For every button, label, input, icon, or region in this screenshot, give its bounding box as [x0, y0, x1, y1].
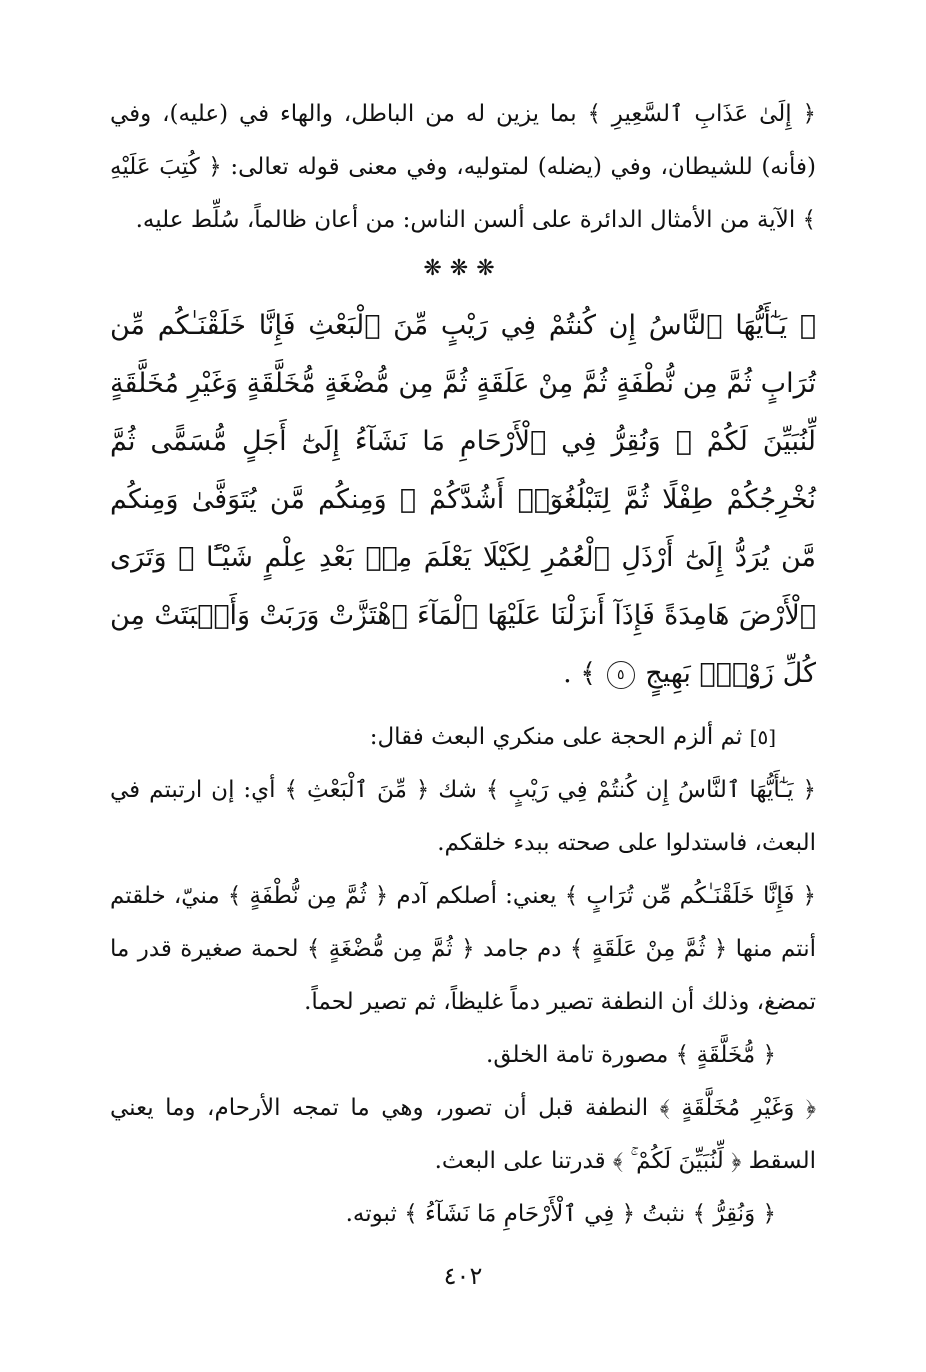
paragraph-settle: ﴿ وَنُقِرُّ ﴾ نثبتُ ﴿ فِي ٱلْأَرْحَامِ مَا نَشَآءُ ﴾ ثبوته.	[345, 1201, 776, 1227]
paragraph-commentary-end: ﴿ إِلَىٰ عَذَابِ ٱلسَّعِيرِ ﴾ بما يزين له من الباطل، والهاء في (عليه)، وفي (فأنه) للشيطان، وفي (يضله) لمتوليه، وفي معنى قوله تعالى: ﴿ كُتِبَ عَلَيْهِ ﴾ الآية من الأمثال الدائرة على ألسن الناس: من أعان ظالماً، سُلِّط عليه.	[110, 101, 816, 233]
paragraph-intro-text: ثم ألزم الحجة على منكري البعث فقال:	[369, 724, 743, 750]
quran-verse	[110, 297, 816, 703]
paragraph-doubt: ﴿ يَـٰٓأَيُّهَا ٱلنَّاسُ إِن كُنتُمْ فِي رَيْبٍ ﴾ شك ﴿ مِّنَ ٱلْبَعْثِ ﴾ أي: إن ارتبتم في البعث، فاستدلوا على صحته ببدء خلقكم.	[110, 777, 816, 856]
paragraph-creation: ﴿ فَإِنَّا خَلَقْنَـٰكُم مِّن تُرَابٍ ﴾ يعني: أصلكم آدم ﴿ ثُمَّ مِن نُّطْفَةٍ ﴾ منيّ، خلقتم أنتم منها ﴿ ثُمَّ مِنْ عَلَقَةٍ ﴾ دم جامد ﴿ ثُمَّ مِن مُّضْغَةٍ ﴾ لحمة صغيرة قدر ما تمضغ، وذلك أن النطفة تصير دماً غليظاً، ثم تصير لحماً.	[110, 883, 816, 1015]
verse-text: ﴿ يَـٰٓأَيُّهَا ٱلنَّاسُ إِن كُنتُمْ فِي رَيْبٍ مِّنَ ٱلْبَعْثِ فَإِنَّا خَلَقْنَـٰكُم مِّن تُرَابٍ ثُمَّ مِن نُّطْفَةٍ ثُمَّ مِنْ عَلَقَةٍ ثُمَّ مِن مُّضْغَةٍ مُّخَلَّقَةٍ وَغَيْرِ مُخَلَّقَةٍ لِّنُبَيِّنَ لَكُمْ ۚ وَنُقِرُّ فِي ٱلْأَرْحَامِ مَا نَشَآءُ إِلَىٰٓ أَجَلٍ مُّسَمًّى ثُمَّ نُخْرِجُكُمْ طِفْلًا ثُمَّ لِتَبْلُغُوٓا۟ أَشُدَّكُمْ ۖ وَمِنكُم مَّن يُتَوَفَّىٰ وَمِنكُم مَّن يُرَدُّ إِلَىٰٓ أَرْذَلِ ٱلْعُمُرِ لِكَيْلَا يَعْلَمَ مِنۢ بَعْدِ عِلْمٍ شَيْـًٔا ۚ وَتَرَى ٱلْأَرْضَ هَامِدَةً فَإِذَآ أَنزَلْنَا عَلَيْهَا ٱلْمَآءَ ٱهْتَزَّتْ وَرَبَتْ وَأَنۢبَتَتْ مِن كُلِّ زَوْجٍۭ بَهِيجٍ	[110, 310, 816, 689]
section-separator: ❋❋❋	[423, 256, 503, 281]
page-number: ٤٠٢	[443, 1262, 483, 1290]
paragraph-intro	[110, 711, 816, 764]
verse-reference: [٥]	[749, 725, 776, 749]
paragraph-formed: ﴿ مُّخَلَّقَةٍ ﴾ مصورة تامة الخلق.	[486, 1042, 776, 1068]
verse-close: ﴾ .	[563, 658, 597, 689]
verse-number-marker: ٥	[607, 661, 635, 689]
paragraph-unformed: ﴿ وَغَيْرِ مُخَلَّقَةٍ ﴾ النطفة قبل أن تصور، وهي ما تمجه الأرحام، وما يعني السقط ﴿ لِّنُبَيِّنَ لَكُمْ ۚ ﴾ قدرتنا على البعث.	[110, 1095, 816, 1174]
